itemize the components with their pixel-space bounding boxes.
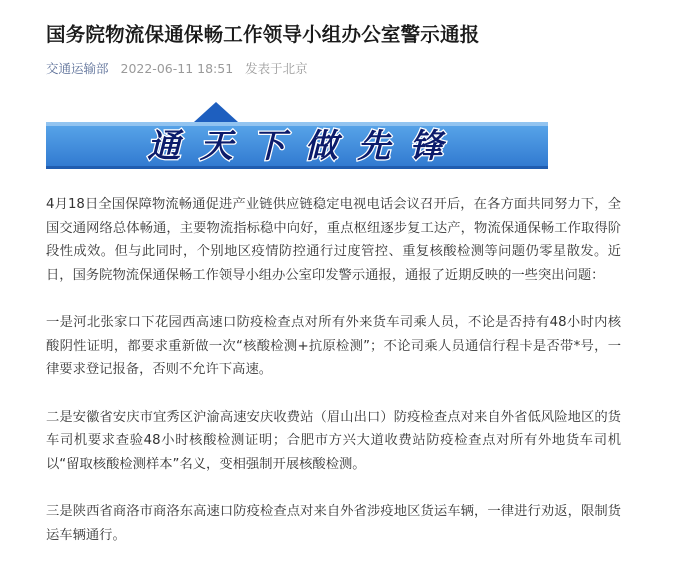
banner-slogan: 通 天 下 做 先 锋 bbox=[147, 126, 447, 165]
body-paragraph: 4月18日全国保障物流畅通促进产业链供应链稳定电视电话会议召开后，在各方面共同努力下，全国交通网络总体畅通，主要物流指标稳中向好，重点枢纽逐步复工达产，物流保通保畅工作取得阶段性成效。但与此同时，个别地区疫情防控通行过度管控、重复核酸检测等问题仍零星散发。近日，国务院物流保通保畅工作领导小组办公室印发警示通报，通报了近期反映的一些突出问题： bbox=[46, 197, 621, 283]
body-paragraph: 二是安徽省安庆市宜秀区沪渝高速安庆收费站（眉山出口）防疫检查点对来自外省低风险地区的货车司机要求查验48小时核酸检测证明；合肥市方兴大道收费站防疫检查点对所有外地货车司机以“留取核酸检测样本”名义，变相强制开展核酸检测。 bbox=[46, 409, 621, 472]
publish-location: 发表于北京 bbox=[245, 61, 308, 76]
article-meta bbox=[46, 59, 308, 77]
body-paragraph: 一是河北张家口下花园西高速口防疫检查点对所有外来货车司乘人员，不论是否持有48小时内核酸阴性证明，都要求重新做一次“核酸检测+抗原检测”；不论司乘人员通信行程卡是否带*号，一律要求登记报备，否则不允许下高速。 bbox=[46, 315, 621, 377]
publish-date: 2022-06-11 18:51 bbox=[120, 61, 234, 76]
banner-band-shadow bbox=[46, 166, 548, 169]
article-title: 国务院物流保通保畅工作领导小组办公室警示通报 bbox=[46, 23, 480, 46]
account-name-link[interactable]: 交通运输部 bbox=[46, 61, 109, 76]
article-body bbox=[46, 193, 621, 571]
body-paragraph: 三是陕西省商洛市商洛东高速口防疫检查点对来自外省涉疫地区货运车辆，一律进行劝返，限制货运车辆通行。 bbox=[46, 504, 621, 543]
slogan-banner bbox=[44, 100, 550, 176]
banner-accent-triangle bbox=[194, 102, 238, 122]
